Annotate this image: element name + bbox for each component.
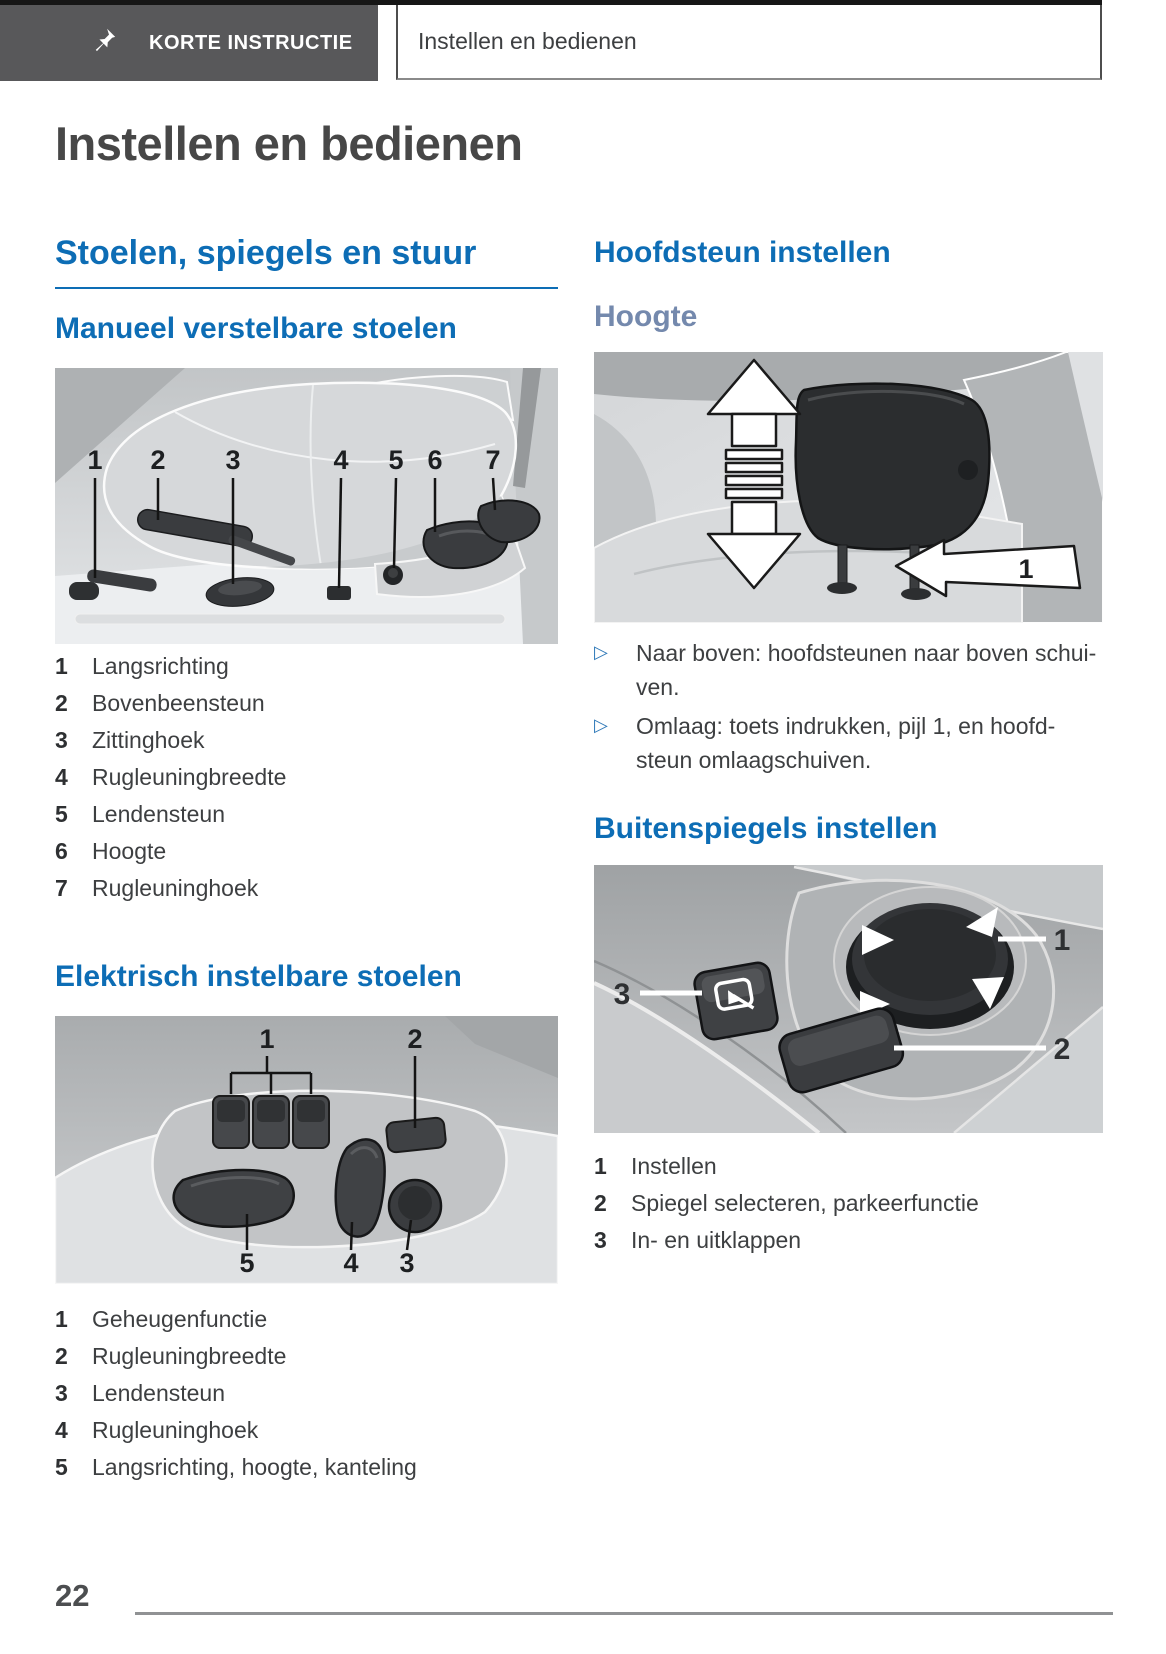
triangle-bullet-icon: ▷ (594, 715, 608, 735)
figure-callout-number: 3 (225, 445, 241, 475)
electric-seat-illustration (55, 1016, 558, 1284)
figure-callout-number: 5 (388, 445, 404, 475)
legend-number: 4 (55, 764, 68, 790)
bullet-text: Omlaag: toets indrukken, pijl 1, en hoofd- (636, 713, 1056, 739)
legend-row (594, 1148, 1103, 1185)
legend-row (594, 1185, 1103, 1222)
subsection-title-elektrische-stoelen: Elektrisch instelbare stoelen (55, 960, 462, 993)
headrest-figure (594, 352, 1103, 623)
figure-callout-number: 1 (259, 1024, 275, 1054)
legend-row (55, 1301, 558, 1338)
triangle-bullet-icon: ▷ (594, 642, 608, 662)
breadcrumb-box (396, 5, 1102, 80)
legend-number: 3 (55, 1380, 68, 1406)
legend-label: Geheugenfunctie (92, 1306, 268, 1332)
figure-callout-number: 2 (407, 1024, 423, 1054)
figure-callout-number: 5 (239, 1248, 255, 1278)
subsubsection-title-hoogte: Hoogte (594, 300, 698, 333)
figure-callout-number: 1 (87, 445, 103, 475)
figure-callout-number: 1 (1018, 554, 1034, 584)
electric-seat-legend (55, 1301, 558, 1486)
footer-rule (135, 1612, 1113, 1615)
legend-label: Rugleuningbreedte (92, 764, 287, 790)
mirror-controls-illustration (594, 865, 1103, 1133)
section-title-stoelen: Stoelen, spiegels en stuur (55, 234, 558, 289)
page-title: Instellen en bedienen (55, 117, 523, 170)
manual-seat-legend (55, 648, 558, 907)
breadcrumb: Instellen en bedienen (418, 28, 637, 54)
legend-number: 2 (594, 1190, 607, 1216)
figure-callout-number: 4 (343, 1248, 359, 1278)
manual-seat-figure (55, 368, 558, 644)
bullet-text: ven. (636, 674, 680, 700)
legend-label: Langsrichting (92, 653, 229, 679)
legend-number: 3 (594, 1227, 607, 1253)
legend-label: Instellen (631, 1153, 717, 1179)
legend-label: Lendensteun (92, 1380, 226, 1406)
bullet-item (594, 709, 1103, 777)
legend-number: 2 (55, 690, 68, 716)
subsection-title-hoofdsteun: Hoofdsteun instellen (594, 236, 891, 269)
legend-number: 5 (55, 1454, 68, 1480)
subsection-title-buitenspiegels: Buitenspiegels instellen (594, 812, 938, 845)
pushpin-icon (90, 27, 117, 59)
legend-row (55, 759, 558, 796)
legend-number: 1 (55, 1306, 68, 1332)
legend-row (55, 1375, 558, 1412)
legend-row (55, 833, 558, 870)
legend-label: Rugleuninghoek (92, 875, 259, 901)
legend-row (594, 1222, 1103, 1259)
legend-label: Zittinghoek (92, 727, 205, 753)
figure-callout-number: 7 (485, 445, 501, 475)
figure-callout-number: 2 (150, 445, 166, 475)
legend-number: 1 (594, 1153, 607, 1179)
subsection-title-manuele-stoelen: Manueel verstelbare stoelen (55, 312, 457, 345)
legend-label: Hoogte (92, 838, 167, 864)
bullet-text: steun omlaagschuiven. (636, 747, 872, 773)
mirror-controls-figure (594, 865, 1103, 1133)
legend-label: Rugleuninghoek (92, 1417, 259, 1443)
page-number: 22 (55, 1578, 90, 1613)
legend-row (55, 1449, 558, 1486)
legend-label: Lendensteun (92, 801, 226, 827)
legend-number: 3 (55, 727, 68, 753)
legend-row (55, 648, 558, 685)
figure-callout-number: 2 (1053, 1033, 1071, 1066)
manual-seat-illustration (55, 368, 558, 644)
bullet-item (594, 636, 1103, 704)
legend-number: 2 (55, 1343, 68, 1369)
legend-row (55, 796, 558, 833)
tab-label: KORTE INSTRUCTIE (149, 31, 353, 54)
bullet-text: Naar boven: hoofdsteunen naar boven schui- (636, 640, 1097, 666)
legend-number: 6 (55, 838, 68, 864)
legend-row (55, 685, 558, 722)
electric-seat-figure (55, 1016, 558, 1284)
figure-callout-number: 3 (613, 978, 631, 1011)
legend-row (55, 1412, 558, 1449)
legend-row (55, 870, 558, 907)
mirror-legend (594, 1148, 1103, 1259)
korte-instructie-tab (0, 5, 378, 81)
legend-number: 1 (55, 653, 68, 679)
legend-number: 7 (55, 875, 68, 901)
headrest-illustration (594, 352, 1103, 623)
legend-label: Langsrichting, hoogte, kanteling (92, 1454, 417, 1480)
figure-callout-number: 3 (399, 1248, 415, 1278)
legend-label: Rugleuningbreedte (92, 1343, 287, 1369)
figure-callout-number: 1 (1053, 924, 1071, 957)
legend-row (55, 1338, 558, 1375)
legend-label: Bovenbeensteun (92, 690, 265, 716)
figure-callout-number: 4 (333, 445, 349, 475)
legend-label: Spiegel selecteren, parkeerfunctie (631, 1190, 979, 1216)
headrest-bullet-list (594, 636, 1103, 782)
legend-row (55, 722, 558, 759)
legend-label: In- en uitklappen (631, 1227, 802, 1253)
figure-callout-number: 6 (427, 445, 443, 475)
legend-number: 4 (55, 1417, 68, 1443)
legend-number: 5 (55, 801, 68, 827)
